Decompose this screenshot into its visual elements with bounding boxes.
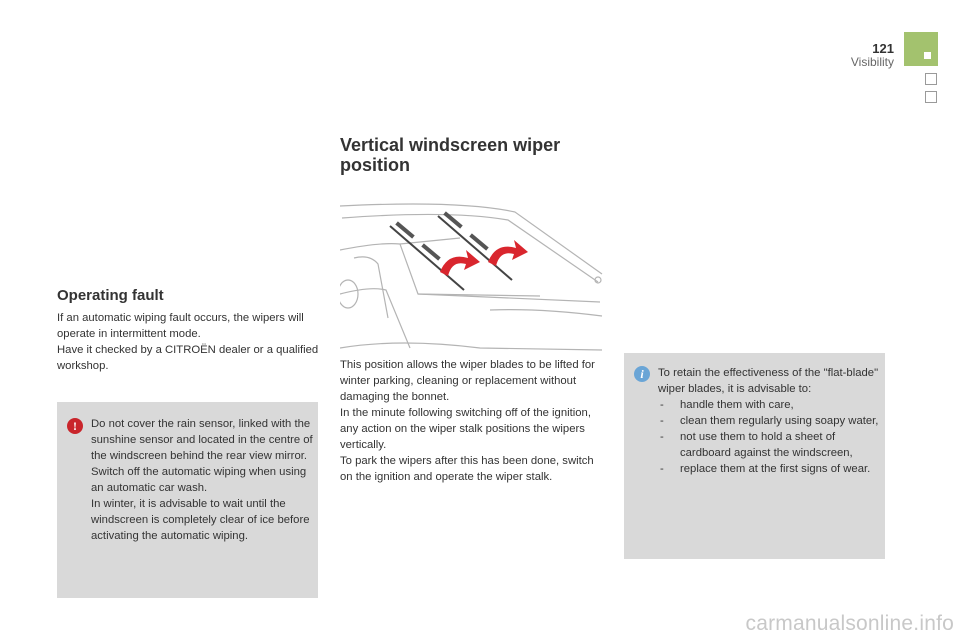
list-item: - not use them to hold a sheet of cardboard against the windscreen, — [658, 429, 880, 461]
chapter-tab-empty-2[interactable] — [925, 91, 937, 103]
info-box — [624, 353, 885, 559]
warning-box — [57, 402, 318, 598]
windscreen-wiper-illustration — [340, 198, 604, 354]
paragraph: To park the wipers after this has been done, switch on the ignition and operate the wiper stalk. — [340, 455, 594, 483]
exclamation-icon: ! — [67, 418, 83, 434]
info-text — [658, 365, 880, 477]
paragraph: Do not cover the rain sensor, linked with the sunshine sensor and located in the centre of the windscreen behind the rear view mirror. — [91, 418, 313, 462]
info-intro: To retain the effectiveness of the "flat-blade" wiper blades, it is advisable to: — [658, 367, 879, 395]
info-icon: i — [634, 366, 650, 382]
section-heading-fault: Operating fault — [57, 287, 164, 304]
fault-description — [57, 310, 319, 374]
advice-list — [658, 397, 880, 477]
watermark: carmanualsonline.info — [745, 612, 954, 635]
vertical-position-description — [340, 357, 606, 485]
section-heading-vertical: Vertical windscreen wiper position — [340, 135, 561, 175]
page-number: 121 — [872, 41, 894, 56]
list-item: - clean them regularly using soapy water, — [658, 413, 880, 429]
list-item: - replace them at the first signs of wear. — [658, 461, 880, 477]
chapter-tab[interactable] — [904, 32, 938, 66]
warning-text — [91, 416, 313, 544]
paragraph: In the minute following switching off of the ignition, any action on the wiper stalk positions the wipers vertically. — [340, 407, 591, 451]
section-label: Visibility — [850, 55, 894, 69]
paragraph: Have it checked by a CITROËN dealer or a qualified workshop. — [57, 344, 319, 372]
chapter-tab-mark — [924, 52, 931, 59]
paragraph: In winter, it is advisable to wait until the windscreen is completely clear of ice before activating the automatic wiping. — [91, 498, 310, 542]
paragraph: Switch off the automatic wiping when using an automatic car wash. — [91, 466, 307, 494]
list-item: - handle them with care, — [658, 397, 880, 413]
chapter-tab-empty-1[interactable] — [925, 73, 937, 85]
paragraph: This position allows the wiper blades to be lifted for winter parking, cleaning or replacement without damaging the bonnet. — [340, 359, 595, 403]
paragraph: If an automatic wiping fault occurs, the wipers will operate in intermittent mode. — [57, 312, 304, 340]
